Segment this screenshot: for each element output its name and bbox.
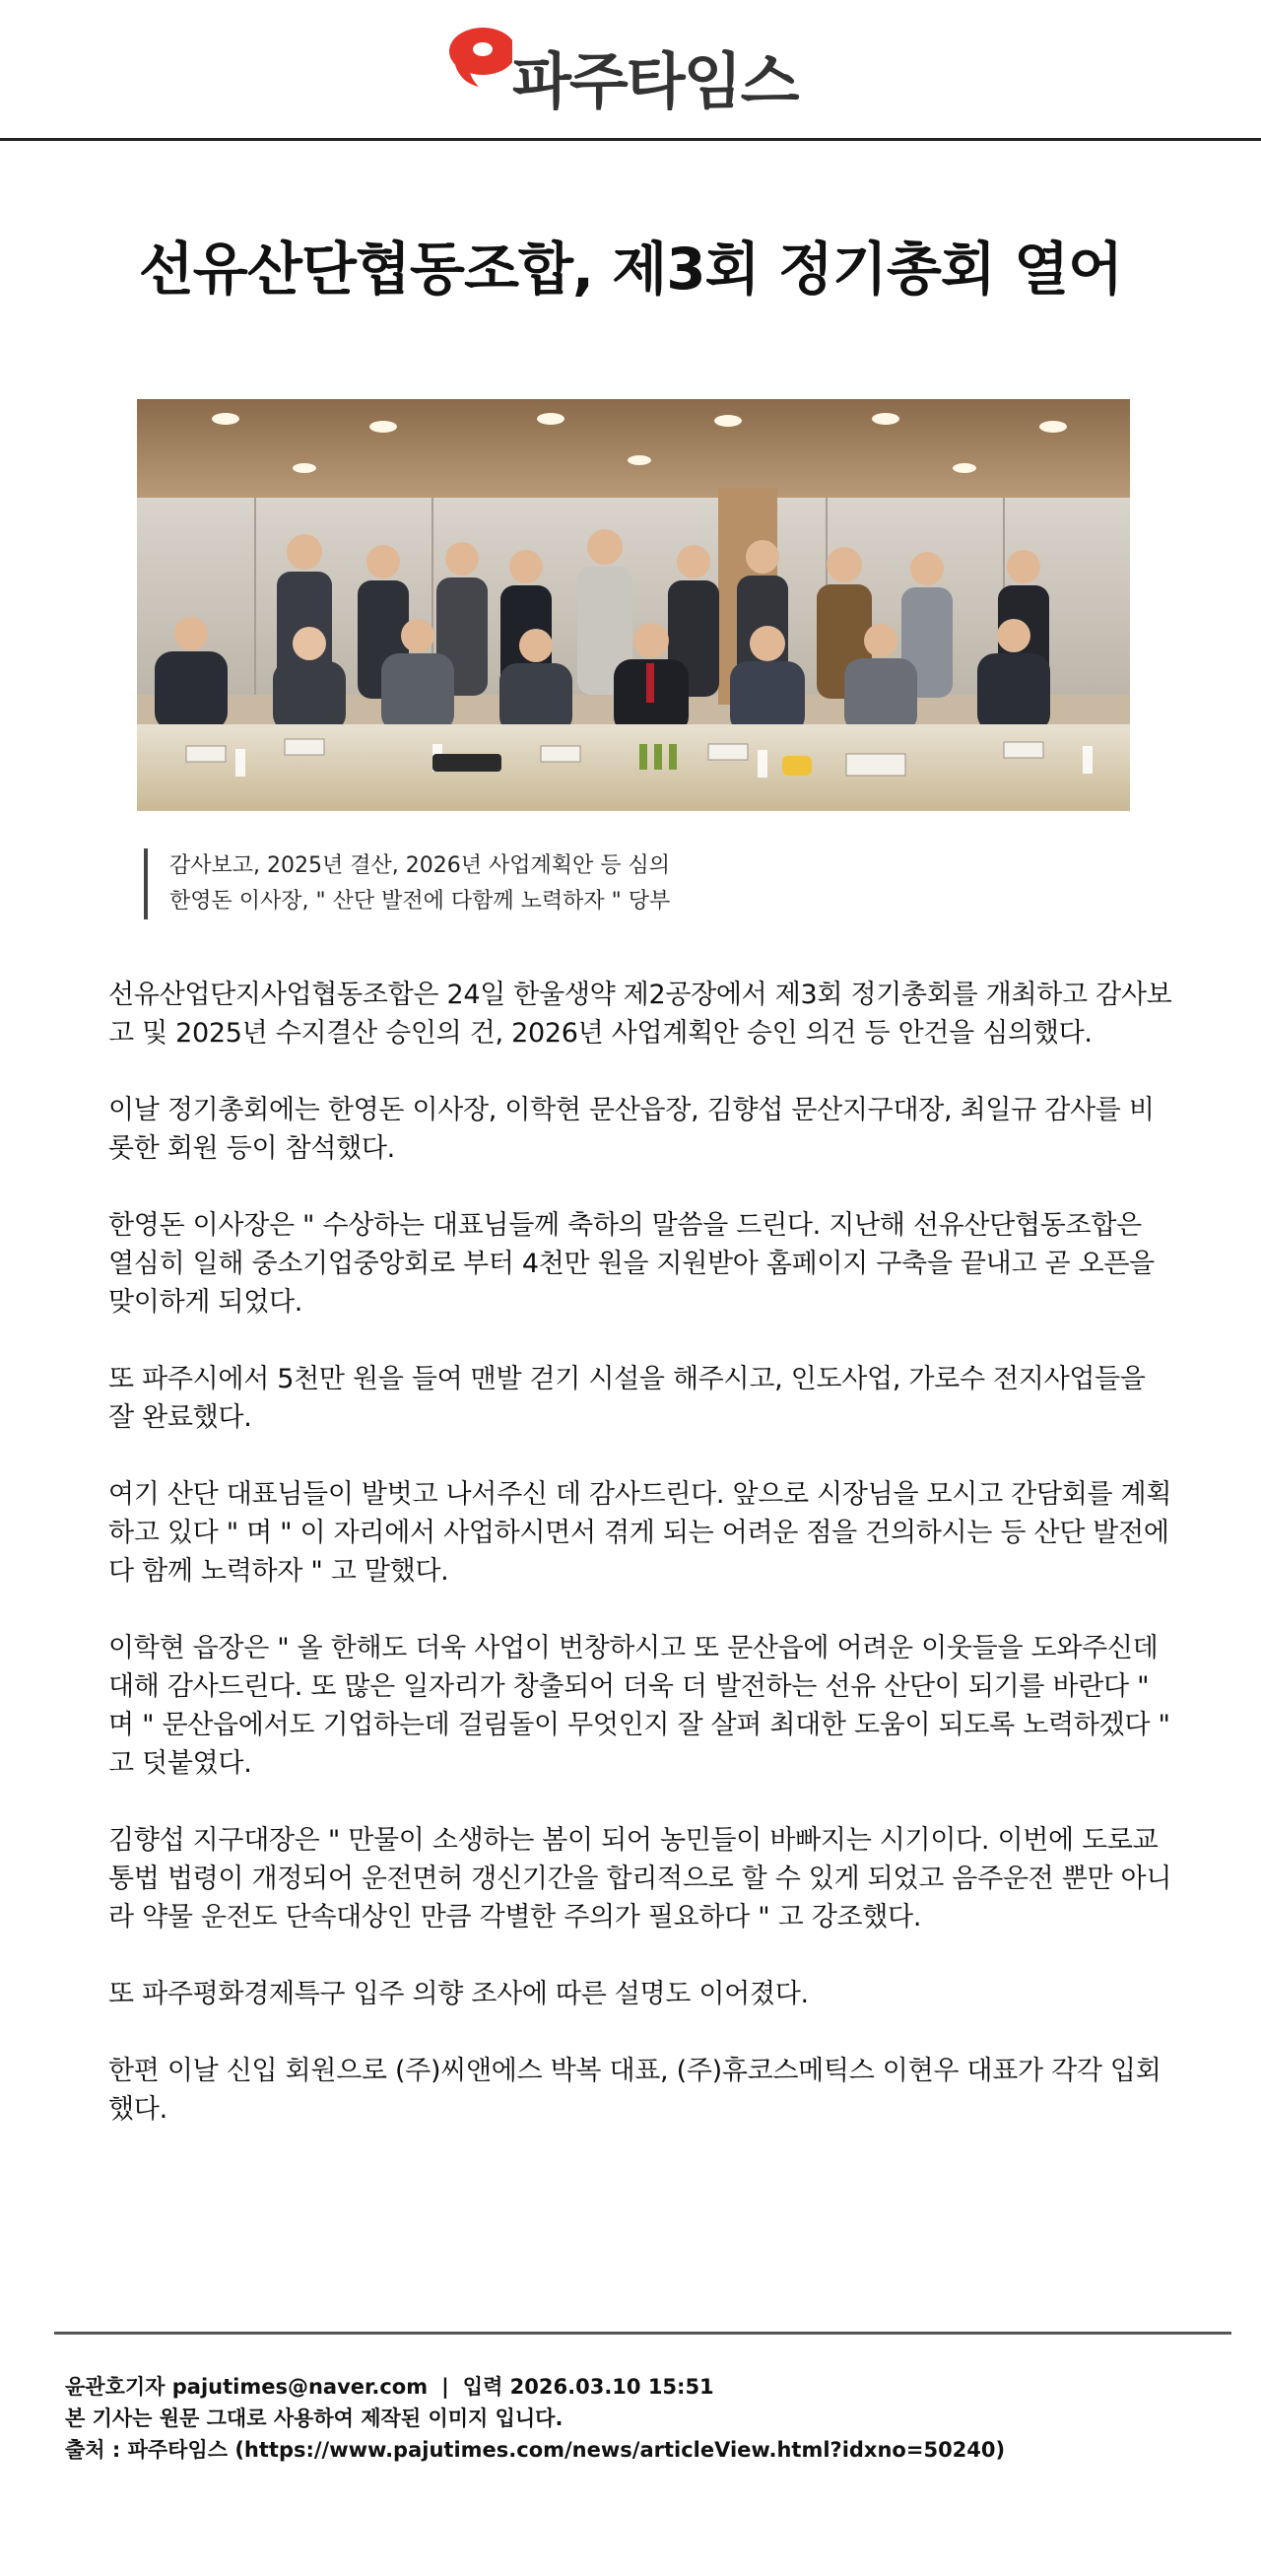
- article-body: [108, 976, 1172, 2167]
- published-date: 입력 2026.03.10 15:51: [462, 2375, 714, 2399]
- logo-text: 파주타임스: [512, 45, 798, 117]
- source-link[interactable]: 출처 : 파주타임스 (https://www.pajutimes.com/news/articleView.html?idxno=50240): [65, 2438, 1006, 2462]
- paragraph-9: 한편 이날 신입 회원으로 (주)씨앤에스 박복 대표, (주)휴코스메틱스 이현우 대표가 각각 입회했다.: [108, 2056, 1161, 2125]
- article-title: 선유산단협동조합, 제3회 정기총회 열어: [138, 236, 1123, 303]
- byline: [65, 2371, 1208, 2403]
- paragraph-4: 또 파주시에서 5천만 원을 들여 맨발 걷기 시설을 해주시고, 인도사업, 가로수 전지사업들을 잘 완료했다.: [108, 1364, 1146, 1433]
- paragraph-8: 또 파주평화경제특구 입주 의향 조사에 따른 설명도 이어졌다.: [108, 1979, 809, 2009]
- reporter-email[interactable]: 윤관호기자 pajutimes@naver.com: [65, 2375, 429, 2399]
- paragraph-5: 여기 산단 대표님들이 발벗고 나서주신 데 감사드린다. 앞으로 시장님을 모시고 간담회를 계획하고 있다 " 며 " 이 자리에서 사업하시면서 겪게 되는 어려운 점을 건의하시는 등 산단 발전에 다 함께 노력하자 " 고 말했다.: [108, 1479, 1172, 1587]
- group-photo-image: [137, 399, 1130, 811]
- paragraph-1: 선유산업단지사업협동조합은 24일 한울생약 제2공장에서 제3회 정기총회를 개최하고 감사보고 및 2025년 수지결산 승인의 건, 2026년 사업계획안 승인 의건 등 안건을 심의했다.: [108, 980, 1172, 1049]
- paragraph-6: 이학현 읍장은 " 올 한해도 더욱 사업이 번창하시고 또 문산읍에 어려운 이웃들을 도와주신데 대해 감사드린다. 또 많은 일자리가 창출되어 더욱 더 발전하는 선유 산단이 되기를 바란다 " 며 " 문산읍에서도 기업하는데 걸림돌이 무엇인지 잘 살펴 최대한 도움이 되도록 노력하겠다 " 고 덧붙였다.: [108, 1633, 1170, 1779]
- paragraph-3: 한영돈 이사장은 " 수상하는 대표님들께 축하의 말씀을 드린다. 지난해 선유산단협동조합은 열심히 일해 중소기업중앙회로 부터 4천만 원을 지원받아 홈페이지 구축을 끝내고 곧 오픈을 맞이하게 되었다.: [108, 1210, 1155, 1318]
- reproduction-notice: 본 기사는 원문 그대로 사용하여 제작된 이미지 입니다.: [65, 2407, 564, 2430]
- subheadline-2: 한영돈 이사장, " 산단 발전에 다함께 노력하자 " 당부: [169, 889, 671, 914]
- subheadline-1: 감사보고, 2025년 결산, 2026년 사업계획안 등 심의: [169, 853, 670, 878]
- paragraph-7: 김향섭 지구대장은 " 만물이 소생하는 봄이 되어 농민들이 바빠지는 시기이다. 이번에 도로교통법 법령이 개정되어 운전면허 갱신기간을 합리적으로 할 수 있게 되었고 음주운전 뿐만 아니라 약물 운전도 단속대상인 만큼 각별한 주의가 필요하다 " 고 강조했다.: [108, 1825, 1172, 1932]
- logo-mark-icon: [433, 22, 512, 101]
- site-logo[interactable]: [433, 22, 798, 120]
- masthead: [0, 0, 1261, 141]
- paragraph-2: 이날 정기총회에는 한영돈 이사장, 이학현 문산읍장, 김향섭 문산지구대장, 최일규 감사를 비롯한 회원 등이 참석했다.: [108, 1095, 1155, 1164]
- footer-divider: [54, 2332, 1231, 2335]
- article-footer: [65, 2371, 1208, 2466]
- subheadlines: [144, 848, 1030, 919]
- byline-separator: |: [441, 2375, 449, 2399]
- article-photo: [137, 399, 1130, 811]
